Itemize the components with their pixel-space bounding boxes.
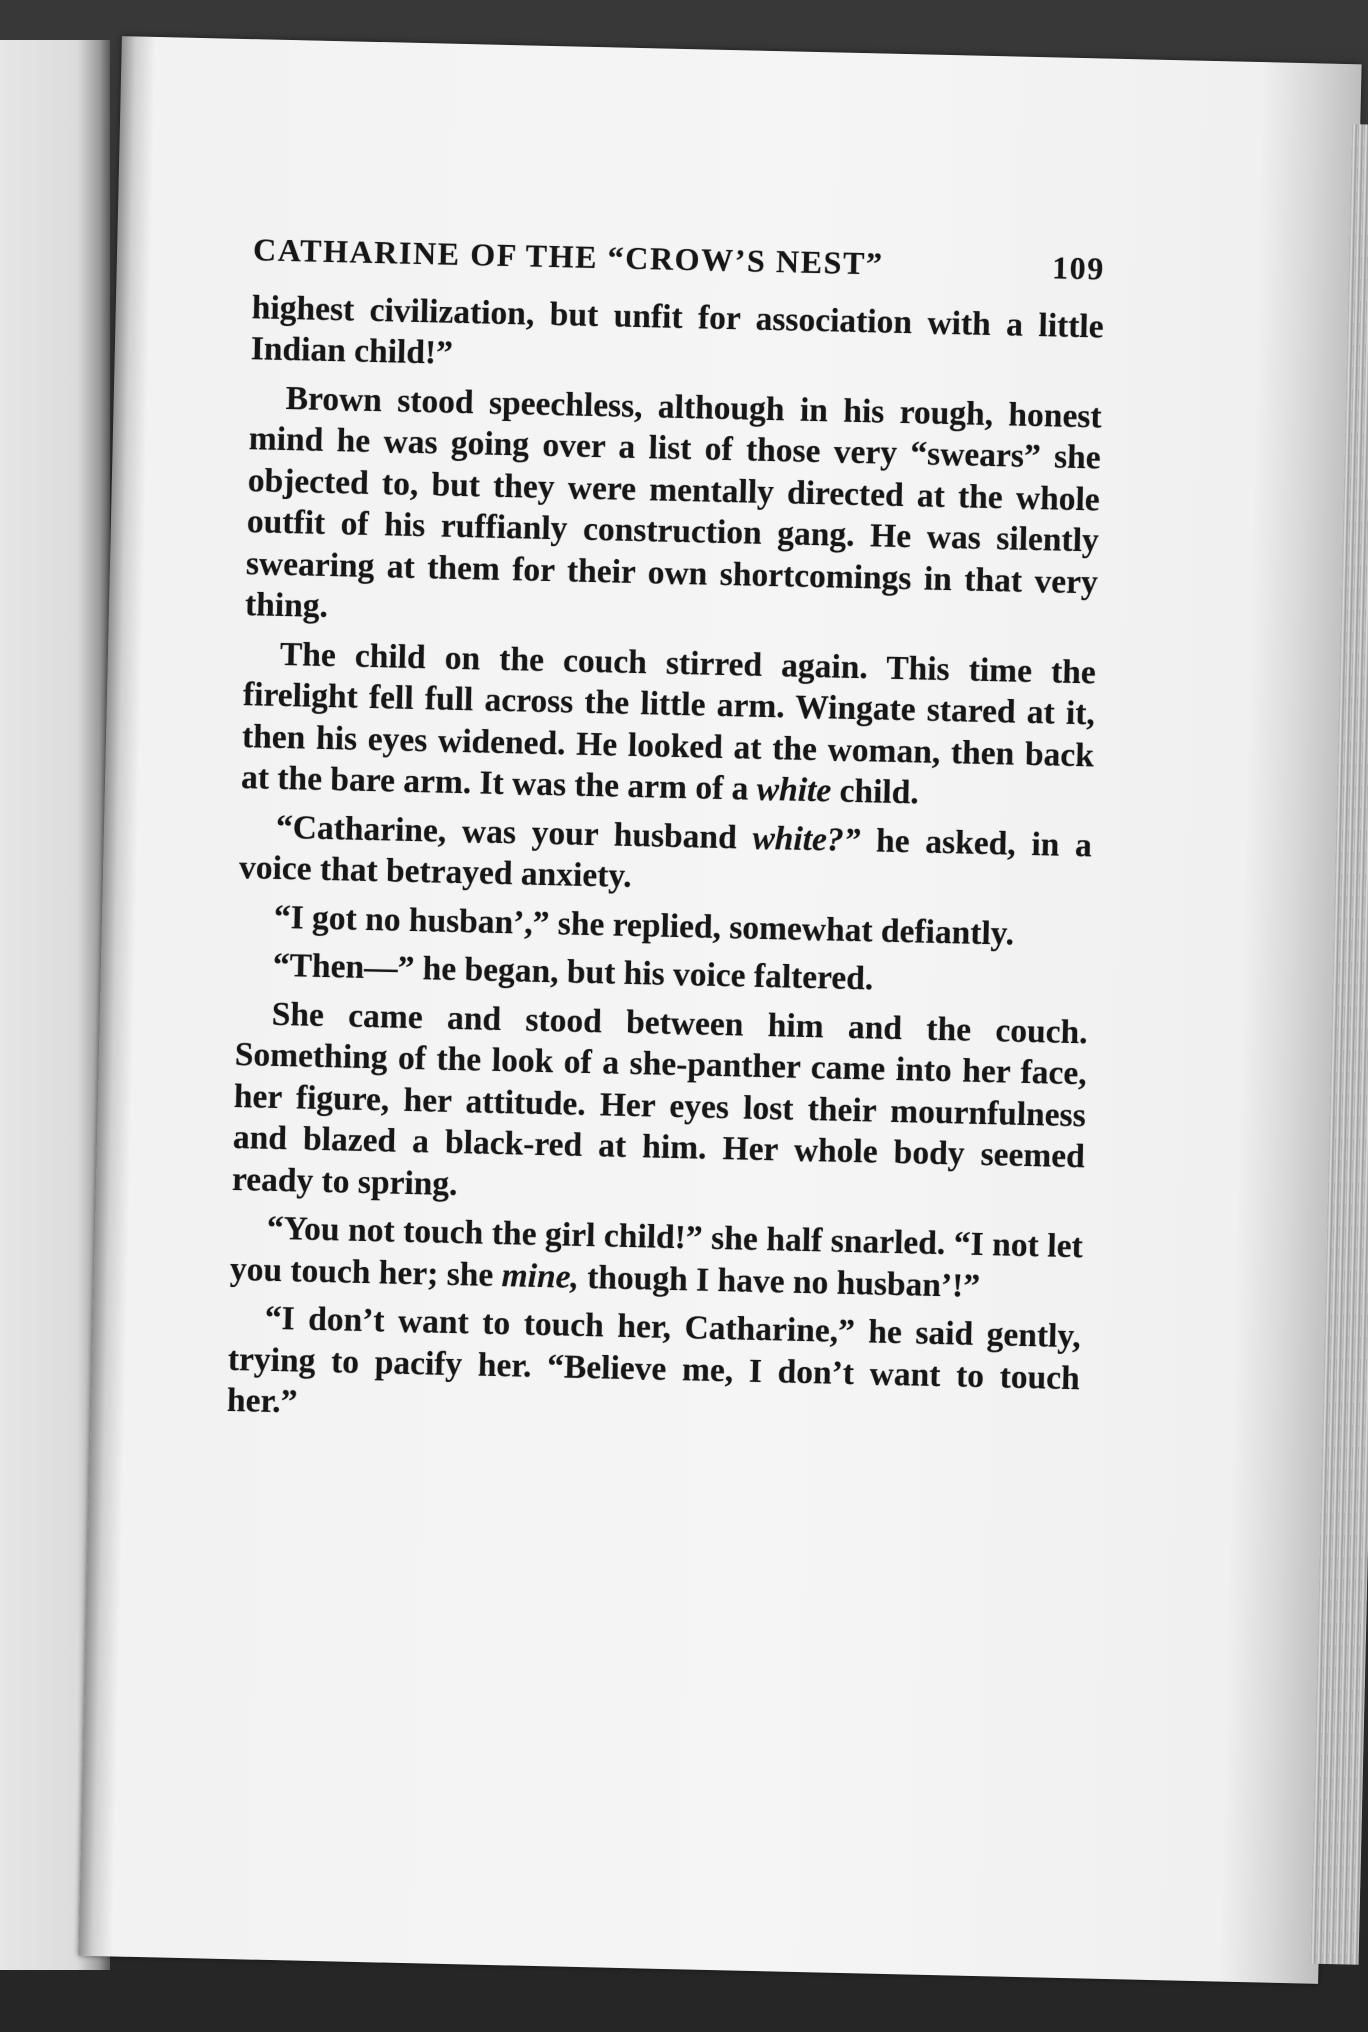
paragraph-text-before: “Catharine, was your husband: [275, 808, 753, 857]
paragraph-text-after: he asked, in a voice that betrayed anxiety.: [238, 821, 1093, 895]
italic-word: mine,: [501, 1256, 580, 1296]
paragraph-text: She came and stood between him and the couch. Something of the look of a she-panther came into her face, her figure, her attitude. Her eyes lost their mournfulness and blazed a black-red at him. Her whole body seemed ready to spring.: [231, 995, 1089, 1203]
page-stack-edges: [1311, 124, 1368, 1965]
book-page: [78, 36, 1361, 1984]
paragraph-text-after: child.: [830, 772, 920, 812]
page-text: [226, 229, 1105, 1448]
italic-word: white: [756, 770, 832, 810]
paragraph: [239, 806, 1093, 908]
paragraph-text: “Then—” he began, but his voice faltered.: [272, 946, 874, 998]
paragraph: [241, 633, 1097, 818]
paragraph: [230, 1207, 1084, 1309]
paragraph-text-after: though I have no husban’!”: [578, 1258, 981, 1305]
paragraph-text-before: The child on the couch stirred again. This time the firelight fell full across the little arm. Wingate stared at it, then his eyes widened. He looked at the woman, then back at the bare arm. It was the arm of a: [240, 635, 1097, 808]
italic-word: white?”: [752, 819, 861, 859]
page-number: 109: [1051, 249, 1106, 287]
paragraph-text-before: “You not touch the girl child!” she half snarled. “I not let you touch her; she: [229, 1209, 1084, 1294]
paragraph: [245, 377, 1102, 645]
paragraph-text: highest civilization, but unfit for association with a little Indian child!”: [250, 288, 1105, 372]
running-title: CATHARINE OF THE “CROW’S NEST”: [252, 231, 884, 282]
paragraph-text: “I got no husban’,” she replied, somewhat defiantly.: [273, 898, 1015, 953]
paragraph: [232, 993, 1088, 1220]
running-head: [253, 229, 1106, 290]
paragraph: [227, 1297, 1082, 1441]
paragraph-text: “I don’t want to touch her, Catharine,” he said gently, trying to pacify her. “Believe me, I don’t want to touch her.”: [226, 1299, 1082, 1421]
paragraph-text: Brown stood speechless, although in his rough, honest mind he was going over a list of those very “swears” she objected to, but they were mentally directed at the whole outfit of his ruffianly construction gang. He was silently swearing at them for their own shortcomings in that very thing.: [244, 379, 1102, 625]
paragraph-continued: [250, 287, 1104, 389]
